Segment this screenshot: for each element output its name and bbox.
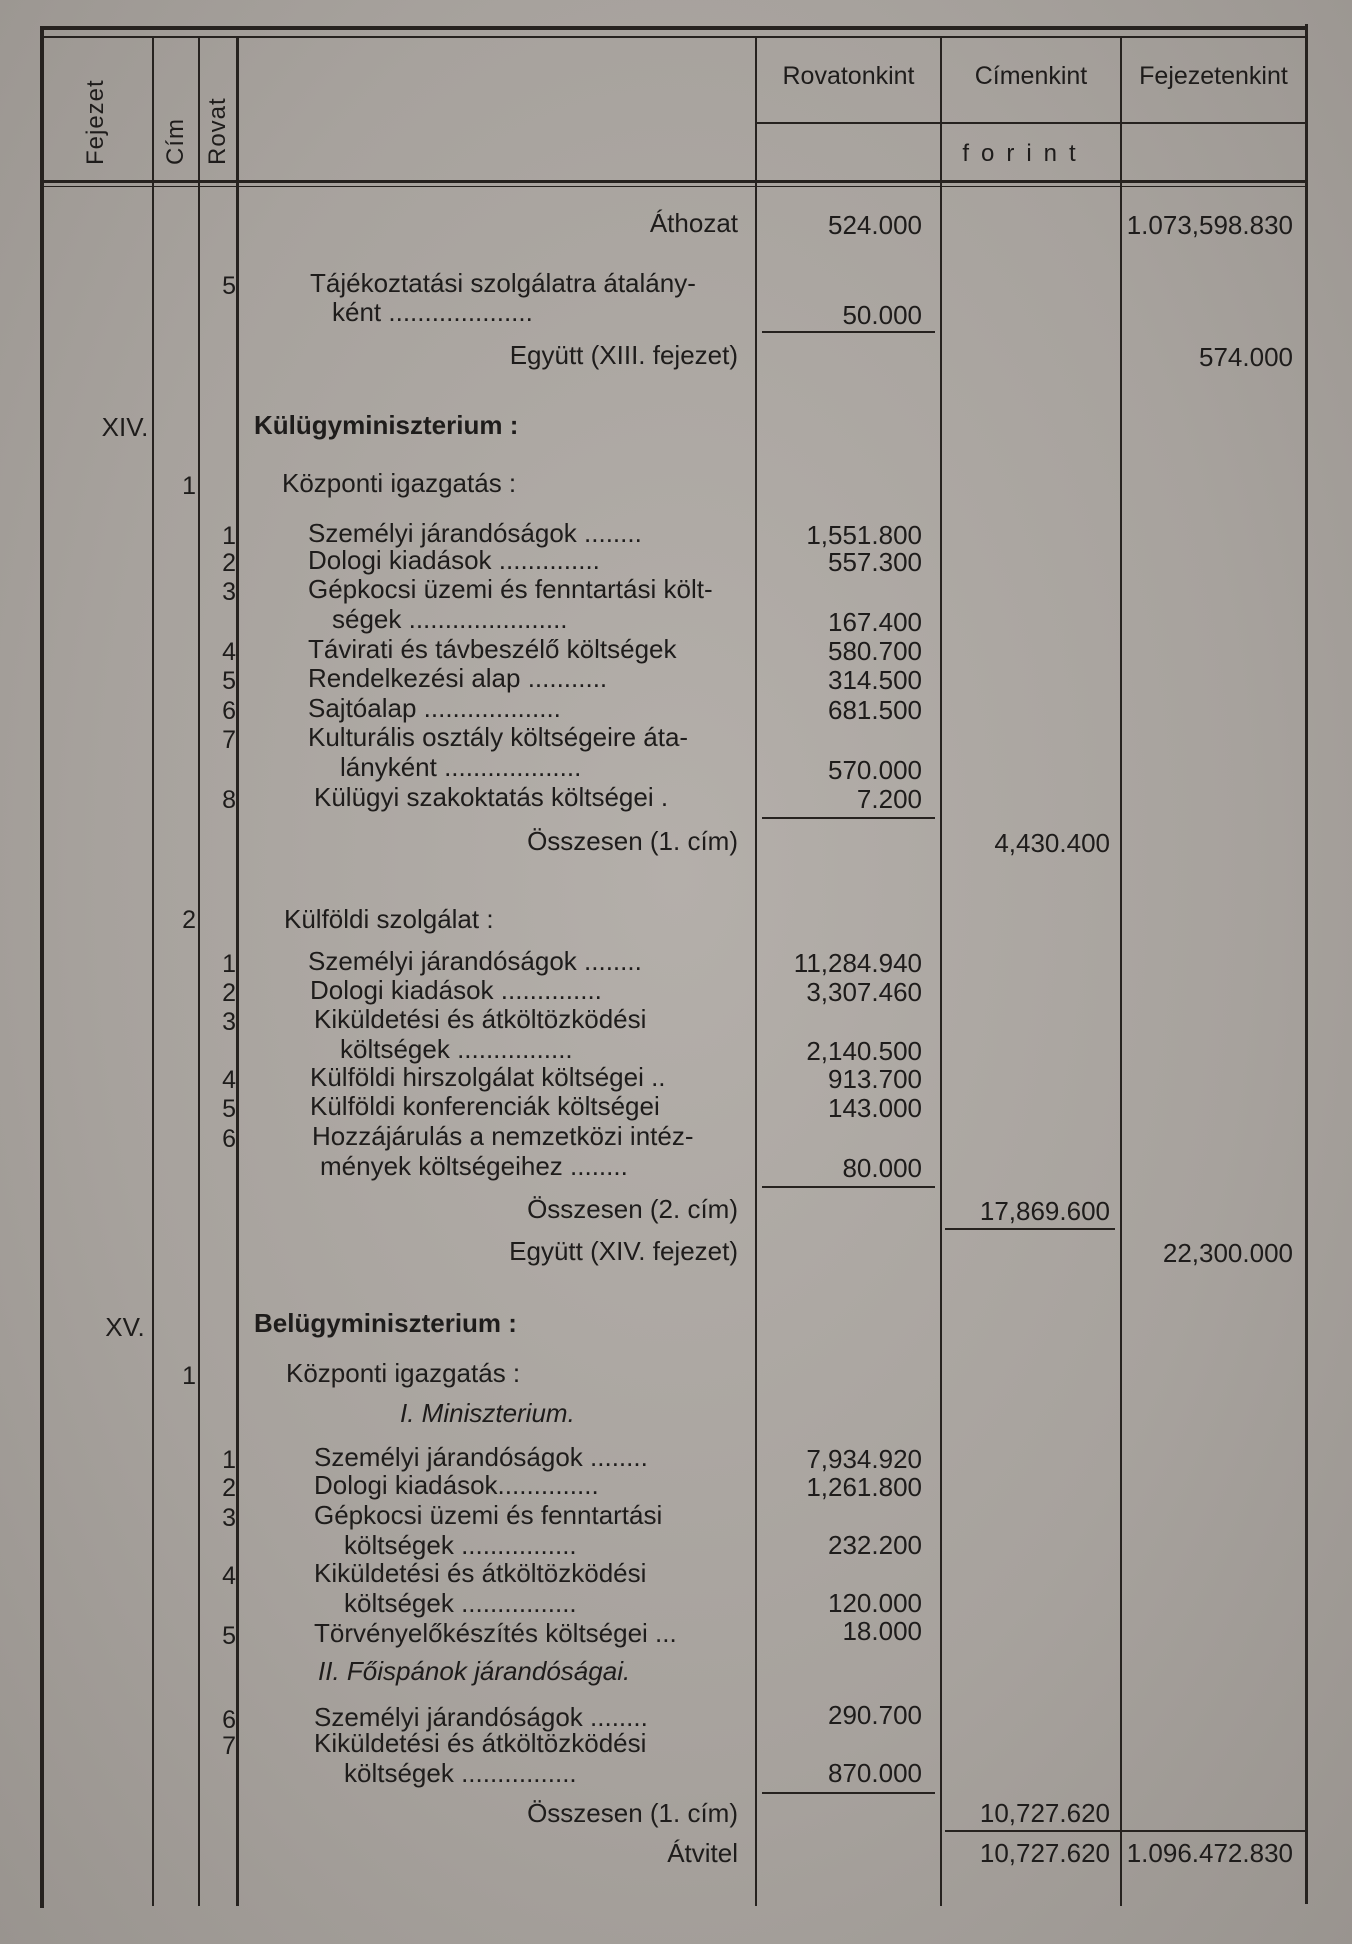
total-label: Együtt (XIII. fejezet) (509, 340, 738, 370)
item-text: Tájékoztatási szolgálatra átalány- (310, 268, 696, 298)
item-value: 80.000 (842, 1153, 922, 1183)
item-text: Személyi járandóságok ........ (308, 518, 642, 548)
footer-rule (945, 1830, 1305, 1832)
subsection-heading: I. Miniszterium. (400, 1398, 575, 1428)
chapter-title: Külügyminiszterium : (254, 410, 519, 440)
item-text: Kiküldetési és átköltözködési (314, 1728, 647, 1758)
item-text: Sajtóalap ................... (308, 693, 561, 723)
header-item: Rovat (204, 97, 231, 165)
item-text: Dologi kiadások .............. (310, 975, 602, 1005)
carried-forward-by-chapter: 1.073,598.830 (1126, 210, 1293, 240)
carry-over-by-title: 10,727.620 (979, 1838, 1110, 1868)
item-number: 3 (222, 1504, 236, 1532)
title-number: 1 (182, 472, 196, 500)
total-value: 22,300.000 (1162, 1238, 1293, 1268)
subtotal-label: Összesen (1. cím) (527, 1798, 738, 1828)
item-text: Dologi kiadások .............. (308, 545, 600, 575)
item-text: mények költségeihez ........ (320, 1151, 628, 1181)
subtotal-rule (762, 1792, 935, 1794)
total-value: 574.000 (1199, 342, 1293, 372)
item-text: Dologi kiadások.............. (314, 1470, 599, 1500)
item-number: 8 (222, 786, 236, 814)
frame-right-border (1305, 24, 1308, 1904)
item-text: ként .................... (332, 297, 533, 327)
item-text: költségek ................ (344, 1758, 577, 1788)
item-number: 6 (222, 1125, 236, 1153)
item-number: 5 (222, 1622, 236, 1650)
item-number: 5 (222, 272, 236, 300)
subtotal-label: Összesen (1. cím) (527, 826, 738, 856)
title-heading: Központi igazgatás : (286, 1358, 521, 1388)
chapter-number: XIV. (101, 412, 149, 442)
title-number: 1 (182, 1362, 196, 1390)
col-divider-by-title (1120, 36, 1122, 1906)
item-value: 3,307.460 (806, 977, 922, 1007)
title-heading: Központi igazgatás : (282, 468, 517, 498)
item-value: 167.400 (828, 607, 922, 637)
item-value: 120.000 (828, 1588, 922, 1618)
item-value: 2,140.500 (806, 1036, 922, 1066)
header-by-item: Rovatonkint (782, 62, 915, 90)
subtotal-rule (762, 817, 935, 819)
item-value: 11,284.940 (793, 948, 922, 978)
item-value: 232.200 (828, 1530, 922, 1560)
subtotal-label: Összesen (2. cím) (527, 1194, 738, 1224)
carried-forward-label: Áthozat (649, 208, 738, 238)
chapter-number: XV. (105, 1312, 145, 1342)
item-number: 5 (222, 1095, 236, 1123)
item-text: Gépkocsi üzemi és fenntartási (314, 1500, 663, 1530)
item-number: 4 (222, 1562, 236, 1590)
col-divider-item (236, 36, 239, 1906)
item-text: költségek ................ (340, 1034, 573, 1064)
title-heading: Külföldi szolgálat : (284, 904, 494, 934)
item-number: 5 (222, 667, 236, 695)
header-unit: forint (962, 140, 1088, 167)
total-label: Együtt (XIV. fejezet) (509, 1236, 738, 1266)
item-text: Személyi járandóságok ........ (308, 946, 642, 976)
frame-top-border (40, 26, 1308, 30)
item-text: Törvényelőkészítés költségei ... (314, 1618, 677, 1648)
item-value: 1,261.800 (806, 1472, 922, 1502)
item-text: költségek ................ (344, 1530, 577, 1560)
col-divider-text (755, 36, 757, 1906)
item-number: 4 (222, 638, 236, 666)
item-value: 1,551.800 (806, 520, 922, 550)
col-divider-by-item (940, 36, 942, 1906)
header-by-chapter: Fejezetenkint (1139, 62, 1288, 90)
item-number: 1 (222, 950, 236, 978)
item-value: 870.000 (828, 1758, 922, 1788)
item-number: 4 (222, 1066, 236, 1094)
item-text: Személyi járandóságok ........ (314, 1702, 648, 1732)
col-divider-chapter (152, 36, 154, 1906)
item-number: 2 (222, 1474, 236, 1502)
header-bottom-rule (40, 180, 1308, 183)
item-text: Gépkocsi üzemi és fenntartási költ- (308, 574, 713, 604)
chapter-title: Belügyminiszterium : (254, 1308, 517, 1338)
frame-top-border-inner (40, 36, 1308, 38)
item-value: 50.000 (842, 300, 922, 330)
header-chapter: Fejezet (82, 79, 109, 165)
item-value: 681.500 (828, 695, 922, 725)
item-text: Rendelkezési alap ........... (308, 663, 608, 693)
item-number: 1 (222, 522, 236, 550)
item-value: 570.000 (828, 755, 922, 785)
item-value: 143.000 (828, 1093, 922, 1123)
item-value: 18.000 (842, 1616, 922, 1646)
item-number: 7 (222, 726, 236, 754)
header-subdivider (757, 122, 1305, 124)
item-value: 557.300 (828, 547, 922, 577)
frame-left-border (40, 28, 44, 1908)
item-text: Hozzájárulás a nemzetközi intéz- (312, 1121, 694, 1151)
item-text: Külügyi szakoktatás költségei . (314, 782, 669, 812)
header-by-title: Címenkint (974, 62, 1088, 90)
subtotal-value: 17,869.600 (979, 1196, 1110, 1226)
item-text: Kiküldetési és átköltözködési (314, 1004, 647, 1034)
carried-forward-by-item: 524.000 (828, 210, 922, 240)
header-bottom-rule-2 (40, 186, 1308, 187)
item-text: Kulturális osztály költségeire áta- (308, 722, 689, 752)
item-text: Kiküldetési és átköltözködési (314, 1558, 647, 1588)
item-text: költségek ................ (344, 1588, 577, 1618)
item-value: 580.700 (828, 636, 922, 666)
item-value: 7.200 (856, 784, 922, 814)
item-value: 314.500 (828, 665, 922, 695)
item-number: 7 (222, 1732, 236, 1760)
item-number: 6 (222, 1706, 236, 1734)
item-number: 2 (222, 979, 236, 1007)
subtotal-rule (762, 331, 935, 333)
subtotal-value: 10,727.620 (979, 1798, 1110, 1828)
subtotal-rule (762, 1186, 935, 1188)
item-number: 6 (222, 697, 236, 725)
carry-over-label: Átvitel (667, 1838, 738, 1868)
subtotal-value: 4,430.400 (994, 828, 1110, 858)
item-value: 7,934.920 (806, 1444, 922, 1474)
subtotal-rule (945, 1228, 1115, 1230)
item-number: 3 (222, 1008, 236, 1036)
item-text: ségek ...................... (332, 604, 568, 634)
item-text: Külföldi hirszolgálat költségei .. (310, 1062, 666, 1092)
item-number: 1 (222, 1446, 236, 1474)
item-text: lányként ................... (340, 752, 582, 782)
item-text: Külföldi konferenciák költségei (310, 1091, 660, 1121)
item-text: Személyi járandóságok ........ (314, 1442, 648, 1472)
subsection-heading: II. Főispánok járandóságai. (318, 1656, 631, 1686)
item-number: 3 (222, 578, 236, 606)
title-number: 2 (182, 906, 196, 934)
item-text: Távirati és távbeszélő költségek (308, 634, 677, 664)
item-number: 2 (222, 549, 236, 577)
header-title: Cím (162, 118, 189, 165)
carry-over-by-chapter: 1.096.472.830 (1126, 1838, 1293, 1868)
item-value: 290.700 (828, 1700, 922, 1730)
item-value: 913.700 (828, 1064, 922, 1094)
